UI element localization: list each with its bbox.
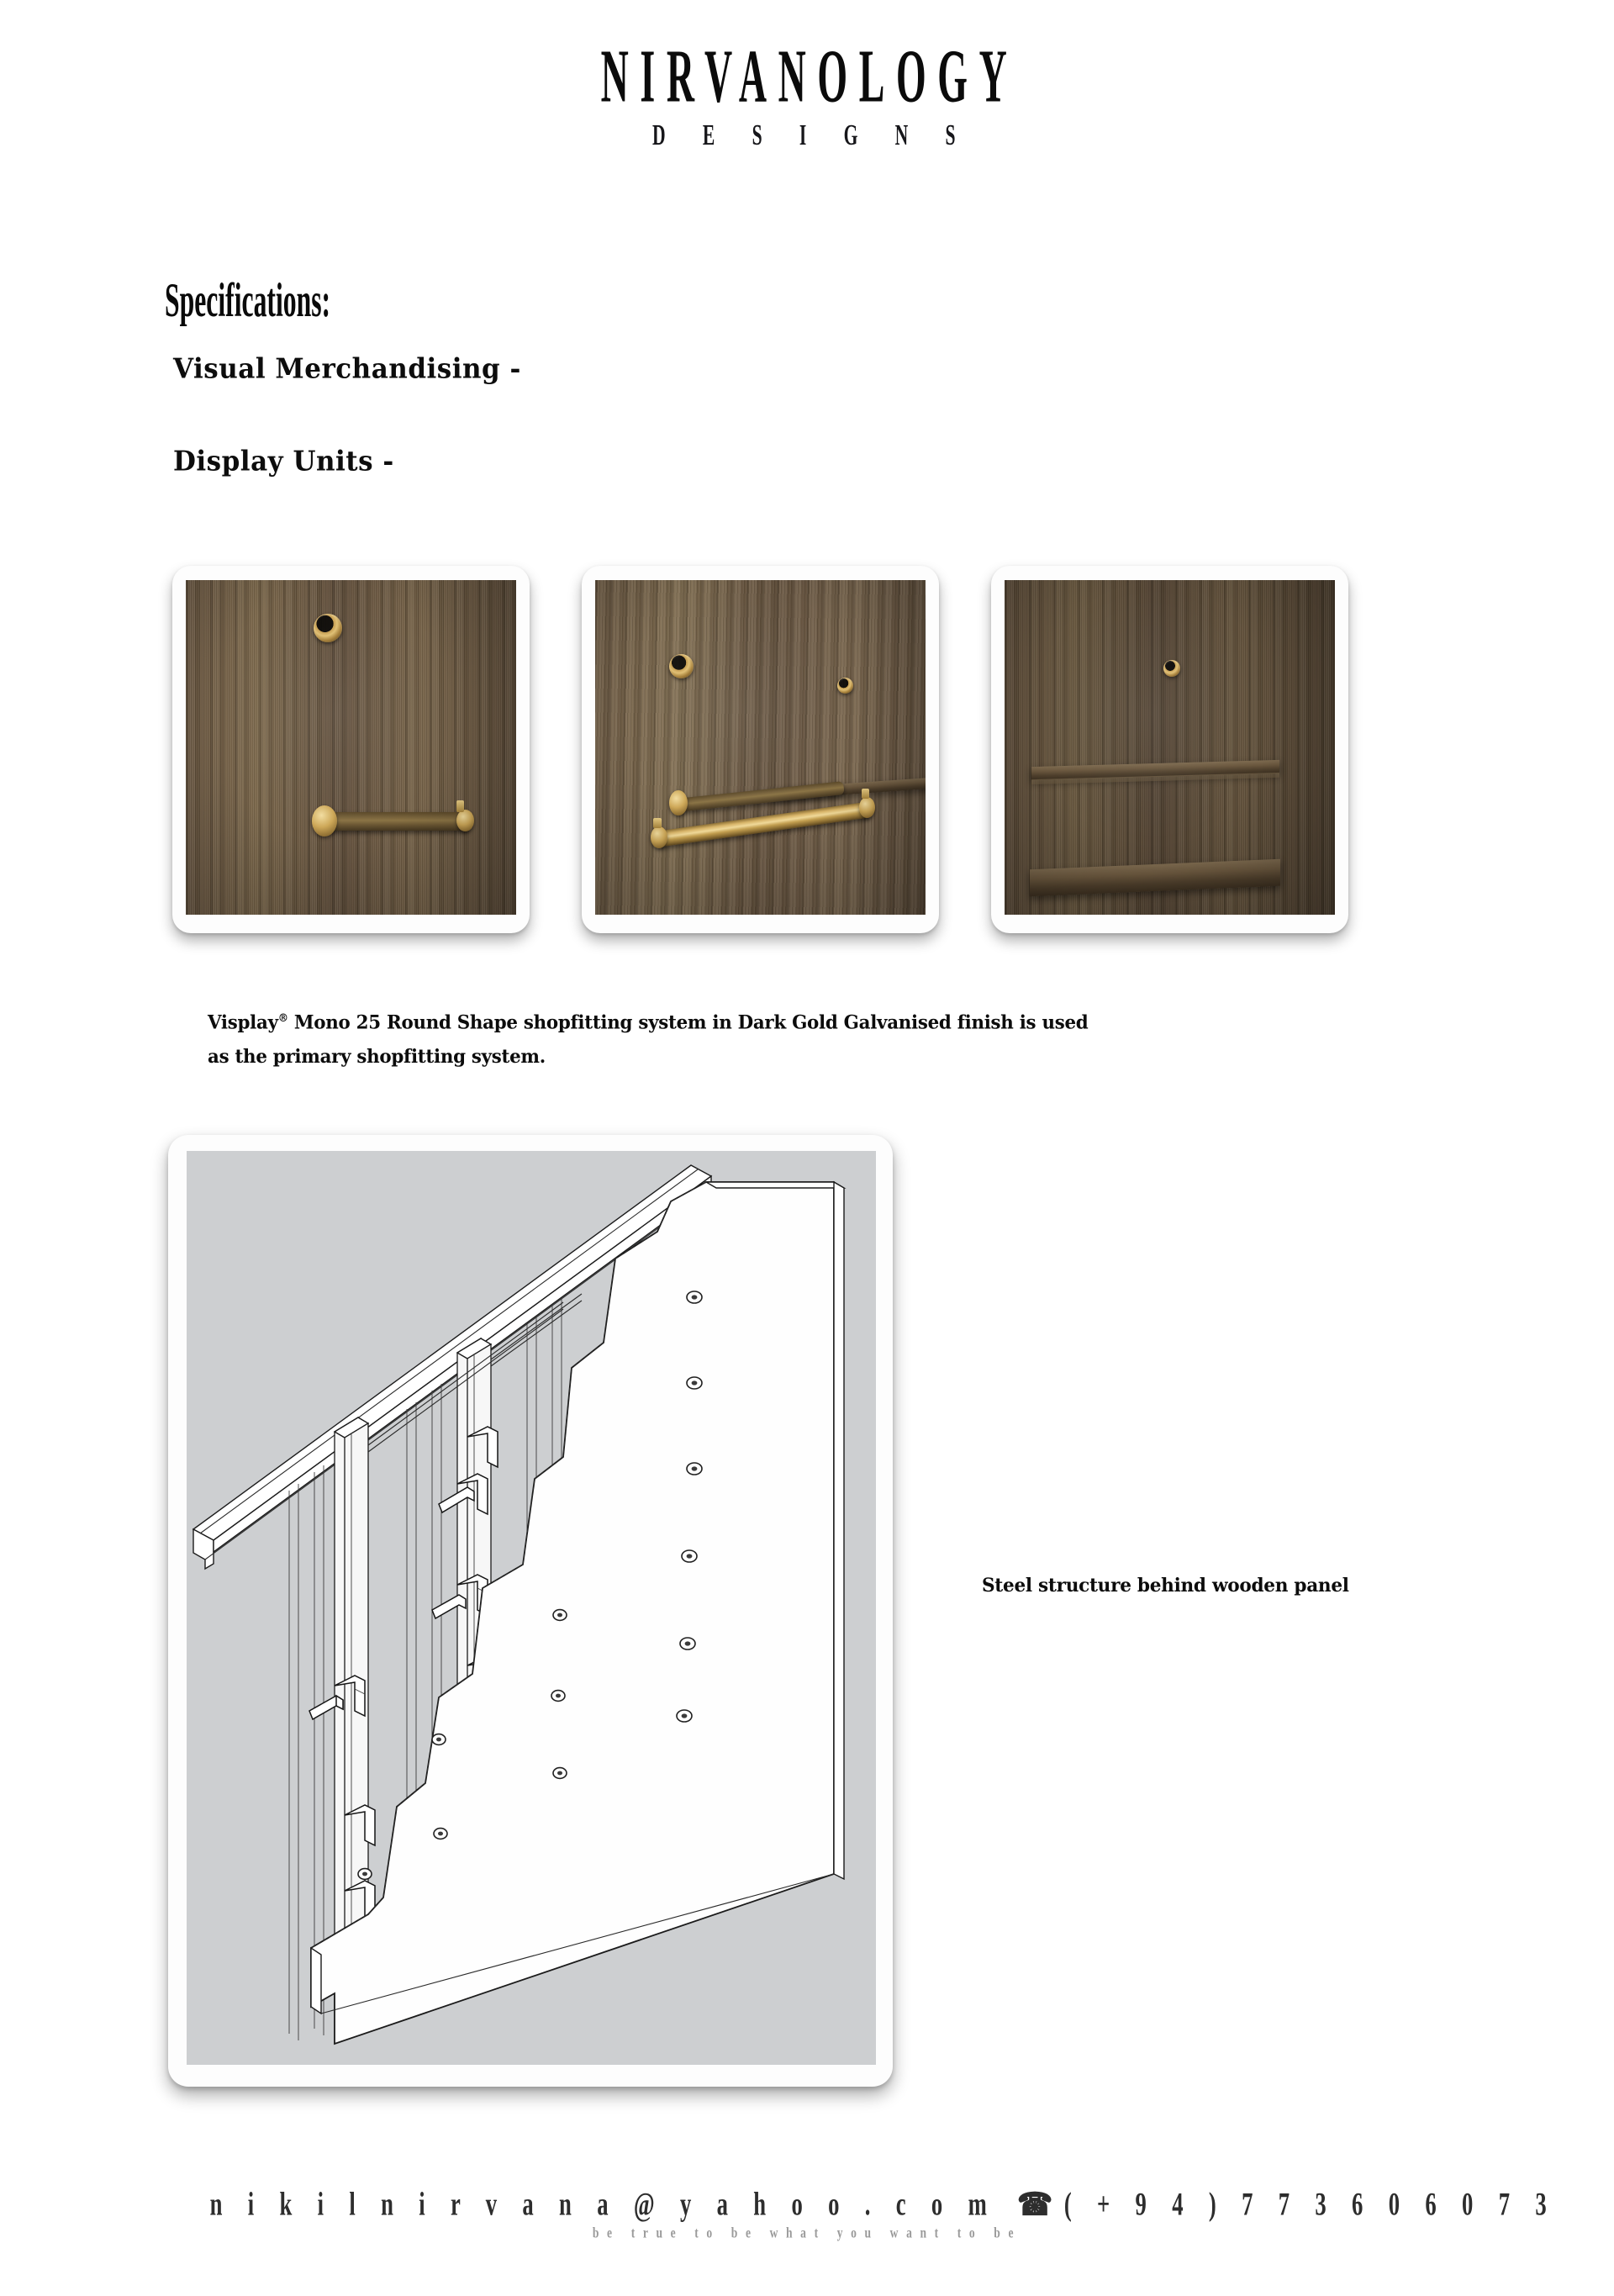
rear-rail-wall-plate	[669, 790, 688, 815]
technical-drawing-card[interactable]	[168, 1135, 893, 2087]
brand-header	[0, 34, 1614, 151]
wood-panel-rail-photo	[595, 580, 926, 915]
wood-panel-bracket-photo	[186, 580, 516, 915]
footer-email[interactable]: n i k i l n i r v a n a @ y a h o o . c o m	[209, 2185, 997, 2223]
front-rail-end-cap-left	[651, 826, 667, 848]
brass-socket-icon-right	[837, 678, 853, 694]
front-rail-nub-right	[862, 789, 869, 799]
bracket-arm	[329, 812, 469, 831]
brass-socket-icon-left	[669, 654, 694, 678]
wood-panel-shelf-photo	[1005, 580, 1335, 915]
wood-grain-texture	[595, 580, 926, 915]
spec-item-visual-merchandising: Visual Merchandising -	[173, 353, 521, 386]
drawing-caption: Steel structure behind wooden panel	[982, 1575, 1349, 1597]
bracket-end-cap	[456, 810, 474, 831]
brass-socket-icon	[314, 614, 342, 642]
wooden-panel	[311, 1182, 844, 2044]
product-photo-card-1[interactable]	[172, 566, 530, 933]
photo-caption	[208, 1002, 1326, 1074]
isometric-cad-drawing	[187, 1151, 876, 2065]
brand-title: NIRVANOLOGY	[600, 34, 1019, 119]
bracket-wall-plate	[312, 805, 337, 837]
bracket-nub	[456, 800, 464, 812]
brand-subtitle: D E S I G N S	[652, 119, 972, 151]
product-photo-card-3[interactable]	[991, 566, 1348, 933]
specifications-block	[165, 274, 1089, 478]
cad-line-drawing	[187, 1151, 876, 2065]
product-photo-card-2[interactable]	[582, 566, 939, 933]
caption-line-1	[208, 1002, 1270, 1040]
caption-line-2: as the primary shopfitting system.	[208, 1045, 546, 1068]
footer-phone[interactable]: ( + 9 4 ) 7 7 3 6 0 6 0 7 3	[1063, 2185, 1557, 2223]
product-photo-row	[172, 566, 1408, 944]
caption-brand: Visplay	[208, 1011, 278, 1034]
spec-item-display-units: Display Units -	[173, 446, 394, 478]
front-rail-nub-left	[653, 818, 662, 828]
front-rail-end-cap-right	[859, 797, 875, 818]
page-footer	[0, 2184, 1614, 2277]
footer-contact-row	[209, 2184, 1557, 2223]
brass-socket-icon	[1163, 660, 1180, 677]
caption-text: Mono 25 Round Shape shopfitting system in Dark Gold Galvanised finish is used	[287, 1011, 1089, 1034]
telephone-icon: ☎	[1016, 2188, 1053, 2223]
footer-tagline: be true to be what you want to be	[592, 2225, 1022, 2241]
wood-grain-texture	[186, 580, 516, 915]
registered-trademark-icon: ®	[277, 1012, 288, 1025]
specifications-heading: Specifications:	[165, 274, 331, 327]
